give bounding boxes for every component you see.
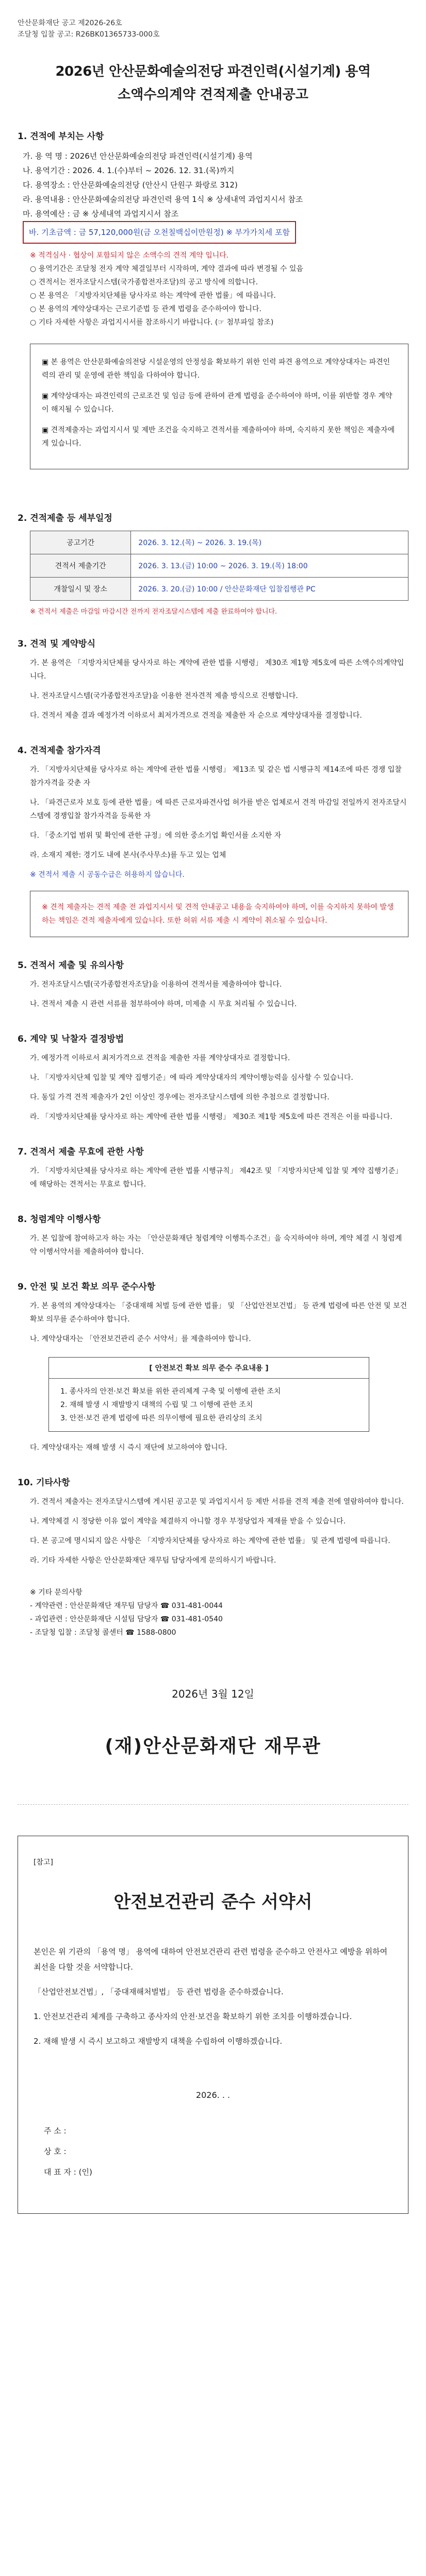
s1-sub-note: ○ 견적서는 전자조달시스템(국가종합전자조달)의 공고 방식에 의합니다. (30, 278, 258, 286)
section-6 (18, 1031, 408, 1124)
document-page (18, 18, 408, 2214)
section-8 (18, 1212, 408, 1259)
form-sign-company: 상 호 : (44, 2147, 67, 2156)
section-6-heading: 6. 계약 및 낙찰자 결정방법 (18, 1034, 124, 1044)
s5-paragraph: 나. 견적서 제출 시 관련 서류를 첨부하여야 하며, 미제출 시 무효 처리될 수 있습니다. (30, 1000, 297, 1008)
s4-paragraph: 다. 「중소기업 범위 및 확인에 관한 규정」에 의한 중소기업 확인서를 소지한 자 (30, 832, 282, 840)
s1-sub-note: ○ 본 용역의 계약상대자는 근로기준법 등 관계 법령을 준수하여야 합니다. (30, 305, 261, 313)
s10-paragraph: 가. 견적서 제출자는 전자조달시스템에 게시된 공고문 및 과업지시서 등 제반 서류를 견적 제출 전에 열람하여야 합니다. (30, 1498, 404, 1506)
title-line-1: 2026년 안산문화예술의전당 파견인력(시설기계) 용역 (55, 64, 371, 79)
s1-item-budget (23, 221, 408, 244)
s10-paragraph: 다. 본 공고에 명시되지 않은 사항은 「지방자치단체를 당사자로 하는 계약에 관한 법률」 및 관계 법령에 따릅니다. (30, 1537, 390, 1545)
notice-paragraph: ▣ 견적제출자는 과업지시서 및 제반 조건을 숙지하고 견적서를 제출하여야 하며, 숙지하지 못한 책임은 제출자에게 있습니다. (42, 426, 395, 448)
contact-line: ※ 기타 문의사항 (30, 1588, 83, 1597)
form-sign-address: 주 소 : (44, 2126, 67, 2136)
section-7 (18, 1144, 408, 1191)
section-2 (18, 511, 408, 616)
section-10 (18, 1475, 408, 1567)
title-line-2: 소액수의계약 견적제출 안내공고 (118, 87, 308, 103)
safety-box-line: 2. 재해 발생 시 재발방지 대책의 수립 및 그 이행에 관한 조치 (60, 1401, 253, 1409)
safety-duty-box (48, 1357, 369, 1432)
section-1 (18, 129, 408, 329)
s9-note: 다. 계약상대자는 재해 발생 시 즉시 재단에 보고하여야 합니다. (30, 1444, 227, 1452)
s9-paragraph: 가. 본 용역의 계약상대자는 「중대재해 처벌 등에 관한 법률」 및 「산업안전보건법」 등 관계 법령에 따른 안전 및 보건 확보 의무를 준수하여야 합니다. (30, 1302, 407, 1324)
safety-box-line: 1. 종사자의 안전·보건 확보를 위한 관리체계 구축 및 이행에 관한 조치 (60, 1387, 281, 1396)
section-7-heading: 7. 견적서 제출 무효에 관한 사항 (18, 1147, 144, 1157)
section-5 (18, 958, 408, 1011)
s1-sub-note: ○ 용역기간은 조달청 전자 계약 체결일부터 시작하며, 계약 결과에 따라 변경될 수 있음 (30, 265, 303, 273)
safety-box-line: 3. 안전·보건 관계 법령에 따른 의무이행에 필요한 관리상의 조치 (60, 1414, 263, 1422)
s4-paragraph: 가. 「지방자치단체를 당사자로 하는 계약에 관한 법률 시행령」 제13조 및 같은 법 시행규칙 제14조에 따른 경쟁 입찰 참가자격을 갖춘 자 (30, 766, 402, 787)
schedule-value: 2026. 3. 13.(금) 10:00 ~ 2026. 3. 19.(목) 18:00 (131, 554, 408, 578)
s7-paragraph: 가. 「지방자치단체를 당사자로 하는 계약에 관한 법률 시행규칙」 제42조 및 「지방자치단체 입찰 및 계약 집행기준」에 해당하는 견적서는 무효로 합니다. (30, 1167, 403, 1189)
schedule-value: 2026. 3. 20.(금) 10:00 / 안산문화재단 입찰집행관 PC (131, 578, 408, 601)
section-9 (18, 1279, 408, 1454)
section-2-heading: 2. 견적제출 등 세부일정 (18, 513, 112, 523)
form-paragraph: 「산업안전보건법」, 「중대재해처벌법」 등 관련 법령을 준수하겠습니다. (34, 1987, 284, 1996)
table-row (30, 531, 408, 554)
s3-paragraph: 나. 전자조달시스템(국가종합전자조달)을 이용한 전자견적 제출 방식으로 진행합니다. (30, 692, 298, 700)
schedule-label: 견적서 제출기간 (30, 554, 131, 578)
safety-box-heading: [ 안전보건 확보 의무 준수 주요내용 ] (49, 1358, 369, 1379)
s9-paragraph: 나. 계약상대자는 「안전보건관리 준수 서약서」를 제출하여야 합니다. (30, 1335, 251, 1343)
schedule-value: 2026. 3. 12.(목) ~ 2026. 3. 19.(목) (131, 531, 408, 554)
form-sign-representative: 대 표 자 : (인) (44, 2167, 92, 2177)
notice-number: 안산문화재단 공고 제2026-26호 (18, 19, 122, 27)
notice-meta (18, 18, 408, 40)
notice-box-1 (30, 344, 408, 469)
s1-item: 가. 용 역 명 : 2026년 안산문화예술의전당 파견인력(시설기계) 용역 (23, 151, 253, 161)
section-4-heading: 4. 견적제출 참가자격 (18, 745, 101, 756)
schedule-note: ※ 견적서 제출은 마감일 마감시간 전까지 전자조달시스템에 제출 완료하여야 합니다. (30, 608, 277, 616)
s6-paragraph: 라. 「지방자치단체를 당사자로 하는 계약에 관한 법률 시행령」 제30조 제1항 제5호에 따른 견적은 이를 따릅니다. (30, 1113, 392, 1121)
section-8-heading: 8. 청렴계약 이행사항 (18, 1214, 101, 1225)
schedule-label: 개찰일시 및 장소 (30, 578, 131, 601)
s8-paragraph: 가. 본 입찰에 참여하고자 하는 자는 「안산문화재단 청렴계약 이행특수조건」을 숙지하여야 하며, 계약 체결 시 청렴계약 이행서약서를 제출하여야 합니다. (30, 1234, 402, 1256)
page-title (18, 61, 408, 103)
s1-sub-note: ※ 적격심사 · 협상이 포함되지 않은 소액수의 견적 계약 입니다. (30, 251, 229, 260)
notice-paragraph: ▣ 본 용역은 안산문화예술의전당 시설운영의 안정성을 확보하기 위한 인력 파견 용역으로 계약상대자는 파견인력의 관리 및 운영에 관한 책임을 다하여야 합니다. (42, 358, 390, 380)
notice-date: 2026년 3월 12일 (172, 1688, 254, 1700)
s6-paragraph: 다. 동일 가격 견적 제출자가 2인 이상인 경우에는 전자조달시스템에 의한 추첨으로 결정합니다. (30, 1093, 330, 1101)
s10-paragraph: 라. 기타 자세한 사항은 안산문화재단 재무팀 담당자에게 문의하시기 바랍니다. (30, 1556, 276, 1565)
issuer-signature: (재)안산문화재단 재무관 (105, 1736, 321, 1757)
s5-paragraph: 가. 전자조달시스템(국가종합전자조달)을 이용하여 견적서를 제출하여야 합니다. (30, 980, 282, 989)
s1-item: 라. 용역내용 : 안산문화예술의전당 파견인력 용역 1식 ※ 상세내역 과업지시서 참조 (23, 195, 303, 204)
form-title: 안전보건관리 준수 서약서 (113, 1892, 313, 1912)
section-1-heading: 1. 견적에 부치는 사항 (18, 131, 104, 142)
schedule-label: 공고기간 (30, 531, 131, 554)
section-5-heading: 5. 견적서 제출 및 유의사항 (18, 960, 124, 971)
form-paragraph: 본인은 위 기관의 「용역 명」 용역에 대하여 안전보건관리 관련 법령을 준수하고 안전사고 예방을 위하여 최선을 다할 것을 서약합니다. (34, 1947, 388, 1972)
section-3-heading: 3. 견적 및 계약방식 (18, 639, 95, 649)
form-date: 2026. . . (195, 2090, 231, 2100)
section-3 (18, 636, 408, 722)
procurement-number: 조달청 입찰 공고: R26BK01365733-000호 (18, 30, 160, 39)
s3-paragraph: 다. 견적서 제출 결과 예정가격 이하로서 최저가격으로 견적을 제출한 자 순으로 계약상대자를 결정합니다. (30, 711, 362, 720)
contact-info (30, 1586, 408, 1639)
safety-box-body (49, 1379, 369, 1431)
s6-paragraph: 가. 예정가격 이하로서 최저가격으로 견적을 제출한 자를 계약상대자로 결정합니다. (30, 1054, 290, 1062)
safety-pledge-form (18, 1836, 408, 2214)
budget-highlight: 바. 기초금액 : 금 57,120,000원(금 오천칠백십이만원정) ※ 부가가치세 포함 (23, 221, 296, 244)
s4-paragraph: 라. 소재지 제한: 경기도 내에 본사(주사무소)를 두고 있는 업체 (30, 851, 226, 859)
table-row (30, 578, 408, 601)
table-row (30, 554, 408, 578)
form-tag: [참고] (34, 1858, 53, 1867)
form-signature-block (44, 2121, 392, 2182)
contact-line: - 계약관련 : 안산문화재단 재무팀 담당자 ☎ 031-481-0044 (30, 1602, 223, 1610)
section-4 (18, 743, 408, 882)
s6-paragraph: 나. 「지방자치단체 입찰 및 계약 집행기준」에 따라 계약상대자의 계약이행능력을 심사할 수 있습니다. (30, 1074, 353, 1082)
schedule-table (30, 531, 408, 601)
s1-item: 마. 용역예산 : 금 ※ 상세내역 과업지시서 참조 (23, 209, 179, 218)
notice-paragraph: ▣ 계약상대자는 파견인력의 근로조건 및 임금 등에 관하여 관계 법령을 준수하여야 하며, 이를 위반할 경우 계약이 해지될 수 있습니다. (42, 392, 392, 414)
divider (18, 1804, 408, 1805)
s4-note: ※ 견적서 제출 시 공동수급은 허용하지 않습니다. (30, 871, 185, 879)
section-10-heading: 10. 기타사항 (18, 1478, 70, 1488)
contact-line: - 과업관련 : 안산문화재단 시설팀 담당자 ☎ 031-481-0540 (30, 1615, 223, 1623)
s1-item: 나. 용역기간 : 2026. 4. 1.(수)부터 ~ 2026. 12. 31.(목)까지 (23, 166, 235, 175)
contact-line: - 조달청 입찰 : 조달청 콜센터 ☎ 1588-0800 (30, 1629, 176, 1637)
form-paragraph: 1. 안전보건관리 체계를 구축하고 종사자의 안전·보건을 확보하기 위한 조치를 이행하겠습니다. (34, 2012, 352, 2021)
s1-sub-note: ○ 본 용역은 「지방자치단체를 당사자로 하는 계약에 관한 법률」에 따릅니다. (30, 292, 276, 300)
s1-item: 다. 용역장소 : 안산문화예술의전당 (안산시 단원구 화랑로 312) (23, 180, 238, 190)
warning-box: ※ 견적 제출자는 견적 제출 전 과업지시서 및 견적 안내공고 내용을 숙지하여야 하며, 이를 숙지하지 못하여 발생하는 책임은 견적 제출자에게 있습니다. 또한 허위 서류 제출 시 계약이 취소될 수 있습니다. (30, 891, 408, 937)
form-paragraph: 2. 재해 발생 시 즉시 보고하고 재발방지 대책을 수립하여 이행하겠습니다. (34, 2037, 283, 2046)
s4-paragraph: 나. 「파견근로자 보호 등에 관한 법률」에 따른 근로자파견사업 허가를 받은 업체로서 견적 마감일 전일까지 전자조달시스템에 경쟁입찰 참가자격을 등록한 자 (30, 799, 407, 820)
s1-sub-note: ○ 기타 자세한 사항은 과업지시서를 참조하시기 바랍니다. (☞ 첨부파일 참조) (30, 318, 274, 327)
section-9-heading: 9. 안전 및 보건 확보 의무 준수사항 (18, 1282, 156, 1292)
s10-paragraph: 나. 계약체결 시 정당한 이유 없이 계약을 체결하지 아니할 경우 부정당업자 제재를 받을 수 있습니다. (30, 1517, 346, 1526)
s3-paragraph: 가. 본 용역은 「지방자치단체를 당사자로 하는 계약에 관한 법률 시행령」 제30조 제1항 제5호에 따른 소액수의계약입니다. (30, 659, 404, 681)
